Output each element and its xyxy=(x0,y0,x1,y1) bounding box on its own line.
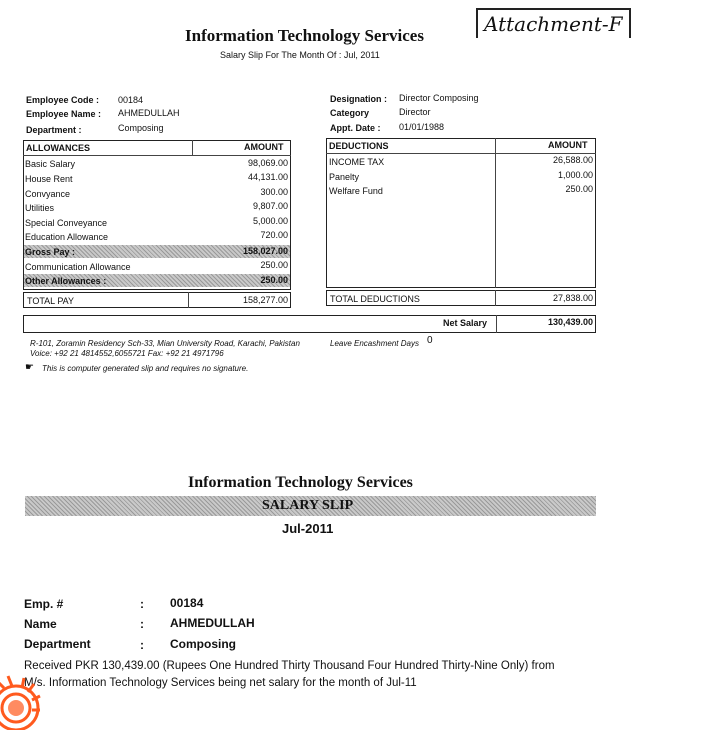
receipt-line-2: M/s. Information Technology Services being net salary for the month of Jul-11 xyxy=(24,677,417,689)
receipt-name-label: Name xyxy=(24,617,57,631)
deduction-amount: 1,000.00 xyxy=(557,170,593,180)
emp-number-label: Emp. # xyxy=(24,597,64,611)
allowance-amount: 9,807.00 xyxy=(252,201,288,211)
net-salary-label: Net Salary xyxy=(443,318,488,328)
allowance-amount: 300.00 xyxy=(260,187,288,197)
receipt-org-title: Information Technology Services xyxy=(188,474,413,491)
deductions-amount-header: AMOUNT xyxy=(548,140,588,150)
company-contact: Voice: +92 21 4814552,6055721 Fax: +92 21 4971796 xyxy=(30,349,224,358)
slip-subtitle: Salary Slip For The Month Of : Jul, 2011 xyxy=(220,50,380,60)
allowances-amount-header: AMOUNT xyxy=(244,142,284,152)
deduction-label: Panelty xyxy=(329,172,360,182)
total-deductions-label: TOTAL DEDUCTIONS xyxy=(330,294,420,304)
gross-pay-amount: 158,027.00 xyxy=(242,246,288,256)
company-address: R-101, Zoramin Residency Sch-33, Mian University Road, Karachi, Pakistan xyxy=(30,339,300,348)
receipt-department-label: Department xyxy=(24,637,91,651)
category-label: Category xyxy=(330,108,370,118)
communication-allowance-amount: 250.00 xyxy=(260,260,288,270)
handwritten-annotation: Attachment-F xyxy=(476,8,631,38)
communication-allowance-label: Communication Allowance xyxy=(25,262,131,272)
total-pay-amount: 158,277.00 xyxy=(242,295,288,305)
allowance-amount: 44,131.00 xyxy=(247,172,288,182)
gross-pay-label: Gross Pay : xyxy=(25,247,76,257)
allowance-label: Convyance xyxy=(25,189,71,199)
info-icon: ☛ xyxy=(25,362,34,373)
allowance-label: House Rent xyxy=(25,174,73,184)
department: Composing xyxy=(118,123,164,133)
employee-code-label: Employee Code : xyxy=(26,95,100,105)
leave-encashment-days: 0 xyxy=(427,335,433,346)
receipt-department: Composing xyxy=(170,637,236,651)
leave-encashment-label: Leave Encashment Days xyxy=(330,339,419,348)
receipt-month: Jul-2011 xyxy=(282,521,334,536)
deduction-amount: 26,588.00 xyxy=(552,155,593,165)
employee-name-label: Employee Name : xyxy=(26,109,102,119)
total-pay-label: TOTAL PAY xyxy=(27,296,75,306)
receipt-name: AHMEDULLAH xyxy=(170,616,255,630)
receipt-department-colon: : xyxy=(140,638,144,652)
allowance-amount: 98,069.00 xyxy=(247,158,288,168)
allowance-label: Education Allowance xyxy=(25,232,109,242)
stamp-seal xyxy=(0,650,64,730)
allowance-amount: 5,000.00 xyxy=(252,216,288,226)
deductions-header: DEDUCTIONS xyxy=(329,141,389,151)
allowances-header: ALLOWANCES xyxy=(26,143,90,153)
appt-date: 01/01/1988 xyxy=(399,122,445,132)
net-salary-amount: 130,439.00 xyxy=(547,317,593,327)
department-label: Department : xyxy=(26,125,82,135)
employee-name: AHMEDULLAH xyxy=(118,108,180,118)
deduction-label: Welfare Fund xyxy=(329,186,383,196)
receipt-line-1: Received PKR 130,439.00 (Rupees One Hundred Thirty Thousand Four Hundred Thirty-Nine Only) from xyxy=(24,660,555,672)
allowance-amount: 720.00 xyxy=(260,230,288,240)
org-title: Information Technology Services xyxy=(185,26,424,45)
deduction-label: INCOME TAX xyxy=(329,157,385,167)
total-deductions-amount: 27,838.00 xyxy=(552,293,593,303)
emp-number-colon: : xyxy=(140,597,144,611)
other-allowances-label: Other Allowances : xyxy=(25,276,107,286)
designation-label: Designation : xyxy=(330,94,388,104)
employee-code: 00184 xyxy=(118,95,144,105)
deduction-amount: 250.00 xyxy=(565,184,593,194)
designation: Director Composing xyxy=(399,93,479,103)
other-allowances-amount: 250.00 xyxy=(260,275,288,285)
salary-slip-title: SALARY SLIP xyxy=(262,498,354,513)
category: Director xyxy=(399,107,431,117)
emp-number: 00184 xyxy=(170,596,204,610)
computer-generated-note: This is computer generated slip and requires no signature. xyxy=(42,364,249,373)
receipt-name-colon: : xyxy=(140,617,144,631)
allowance-label: Utilities xyxy=(25,203,55,213)
allowance-label: Basic Salary xyxy=(25,159,76,169)
allowance-label: Special Conveyance xyxy=(25,218,108,228)
appt-date-label: Appt. Date : xyxy=(330,123,381,133)
